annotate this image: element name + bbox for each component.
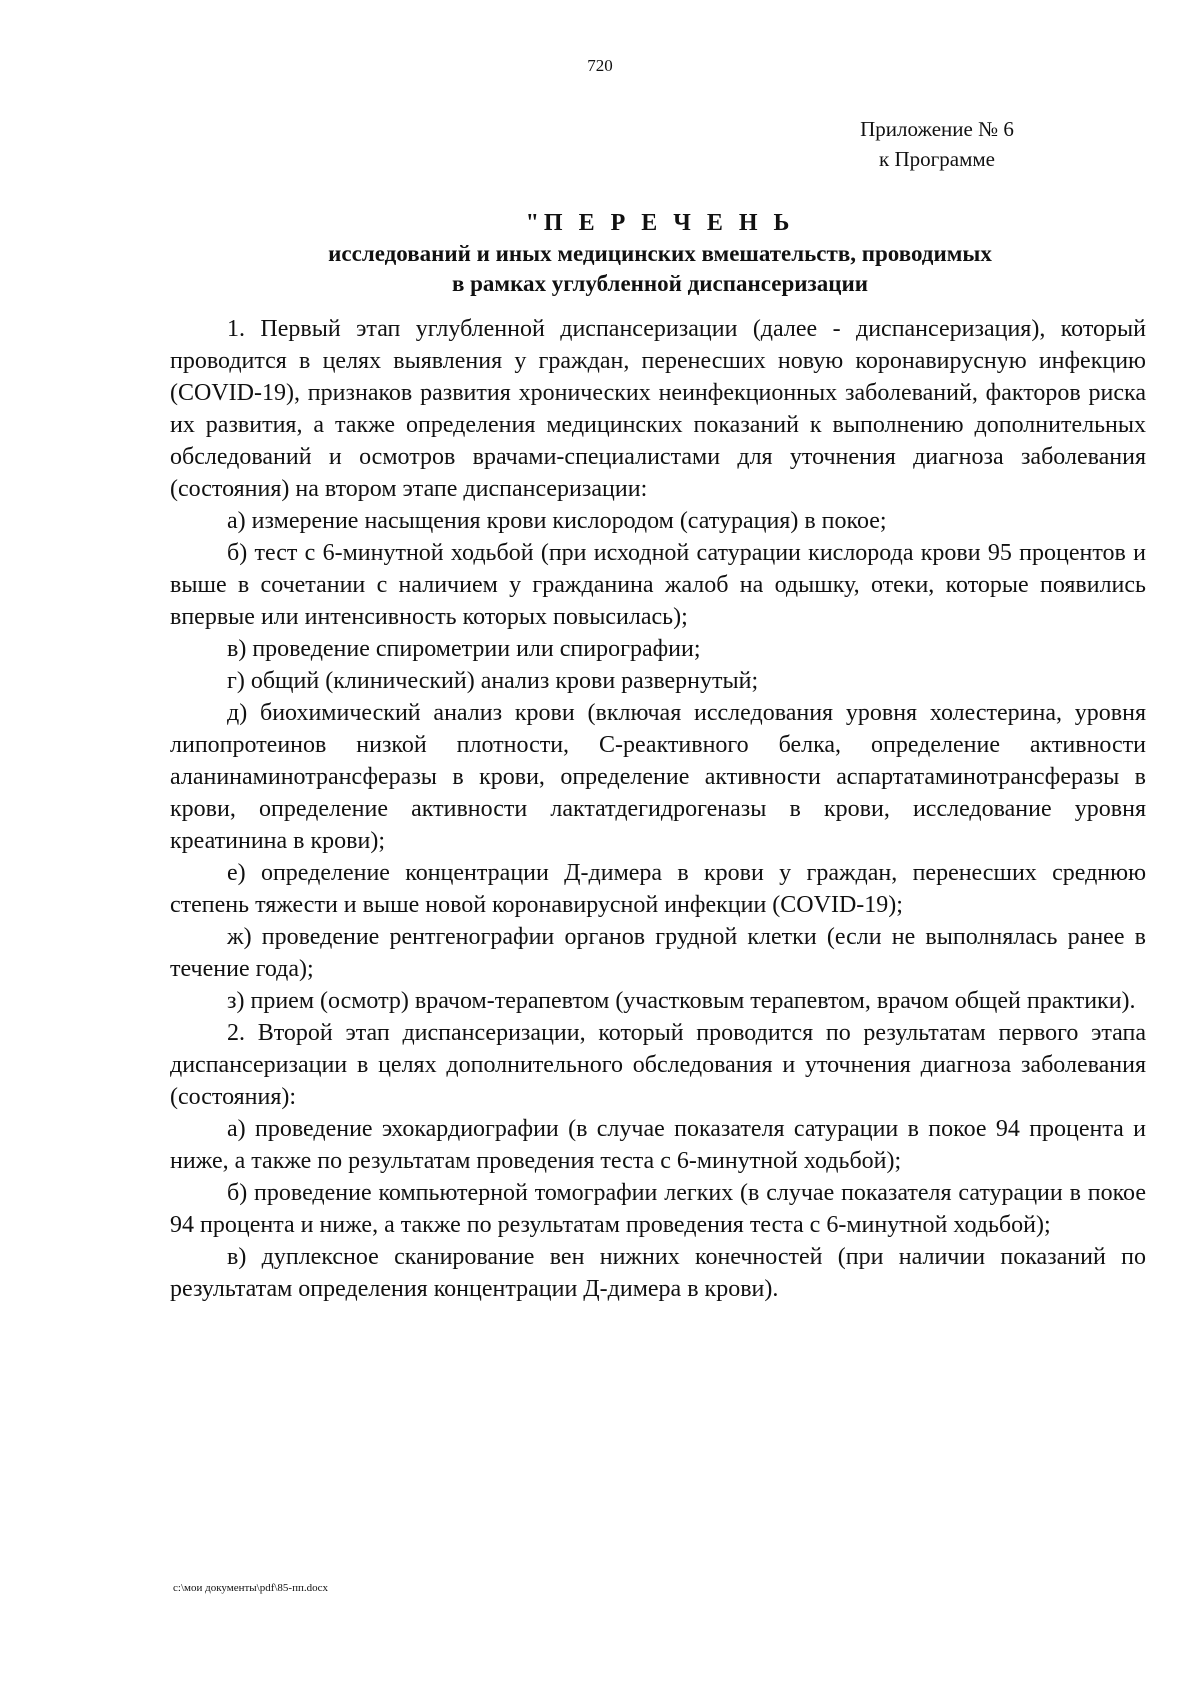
item-1z: з) прием (осмотр) врачом-терапевтом (участковым терапевтом, врачом общей практики). bbox=[227, 988, 1136, 1014]
item-1v: в) проведение спирометрии или спирографии; bbox=[227, 636, 701, 662]
footer-file-path: c:\мои документы\pdf\85-пп.docx bbox=[173, 1582, 329, 1594]
document-title bbox=[170, 207, 1150, 299]
page-number: 720 bbox=[587, 56, 613, 75]
title-line-3: в рамках углубленной диспансеризации bbox=[451, 271, 869, 296]
document-body bbox=[170, 313, 1146, 1305]
item-1d: д) биохимический анализ крови (включая исследования уровня холестерина, уровня липопротеинов низкой плотности, С-реактивного белка, определение активности аланинаминотрансферазы в крови, определение активности аспартатаминотрансферазы в крови, определение активности лактатдегидрогеназы в крови, исследование уровня креатинина в крови); bbox=[170, 700, 1146, 854]
item-2a: а) проведение эхокардиографии (в случае показателя сатурации в покое 94 процента и ниже, а также по результатам проведения теста с 6-минутной ходьбой); bbox=[170, 1116, 1146, 1174]
paragraph-stage-1: 1. Первый этап углубленной диспансеризации (далее - диспансеризация), который проводится в целях выявления у граждан, перенесших новую коронавирусную инфекцию (COVID-19), признаков развития хронических неинфекционных заболеваний, факторов риска их развития, а также определения медицинских показаний к выполнению дополнительных обследований и осмотров врачами-специалистами для уточнения диагноза заболевания (состояния) на втором этапе диспансеризации: bbox=[170, 316, 1146, 502]
item-1zh: ж) проведение рентгенографии органов грудной клетки (если не выполнялась ранее в течение года); bbox=[170, 924, 1146, 982]
appendix-line-number: Приложение № 6 bbox=[860, 117, 1014, 141]
item-1a: а) измерение насыщения крови кислородом (сатурация) в покое; bbox=[227, 508, 887, 534]
title-main: "П Е Р Е Ч Е Н Ь bbox=[525, 210, 795, 236]
appendix-header bbox=[812, 114, 1062, 174]
appendix-line-program: к Программе bbox=[879, 147, 995, 171]
item-1e: е) определение концентрации Д-димера в крови у граждан, перенесших среднюю степень тяжести и выше новой коронавирусной инфекции (COVID-19); bbox=[170, 860, 1146, 918]
item-2v: в) дуплексное сканирование вен нижних конечностей (при наличии показаний по результатам определения концентрации Д-димера в крови). bbox=[170, 1244, 1146, 1302]
paragraph-stage-2: 2. Второй этап диспансеризации, который проводится по результатам первого этапа диспансеризации в целях дополнительного обследования и уточнения диагноза заболевания (состояния): bbox=[170, 1020, 1146, 1110]
item-1g: г) общий (клинический) анализ крови развернутый; bbox=[227, 668, 759, 694]
item-2b: б) проведение компьютерной томографии легких (в случае показателя сатурации в покое 94 процента и ниже, а также по результатам проведения теста с 6-минутной ходьбой); bbox=[170, 1180, 1146, 1238]
item-1b: б) тест с 6-минутной ходьбой (при исходной сатурации кислорода крови 95 процентов и выше в сочетании с наличием у гражданина жалоб на одышку, отеки, которые появились впервые или интенсивность которых повысилась); bbox=[170, 540, 1146, 630]
title-line-2: исследований и иных медицинских вмешательств, проводимых bbox=[328, 241, 992, 266]
